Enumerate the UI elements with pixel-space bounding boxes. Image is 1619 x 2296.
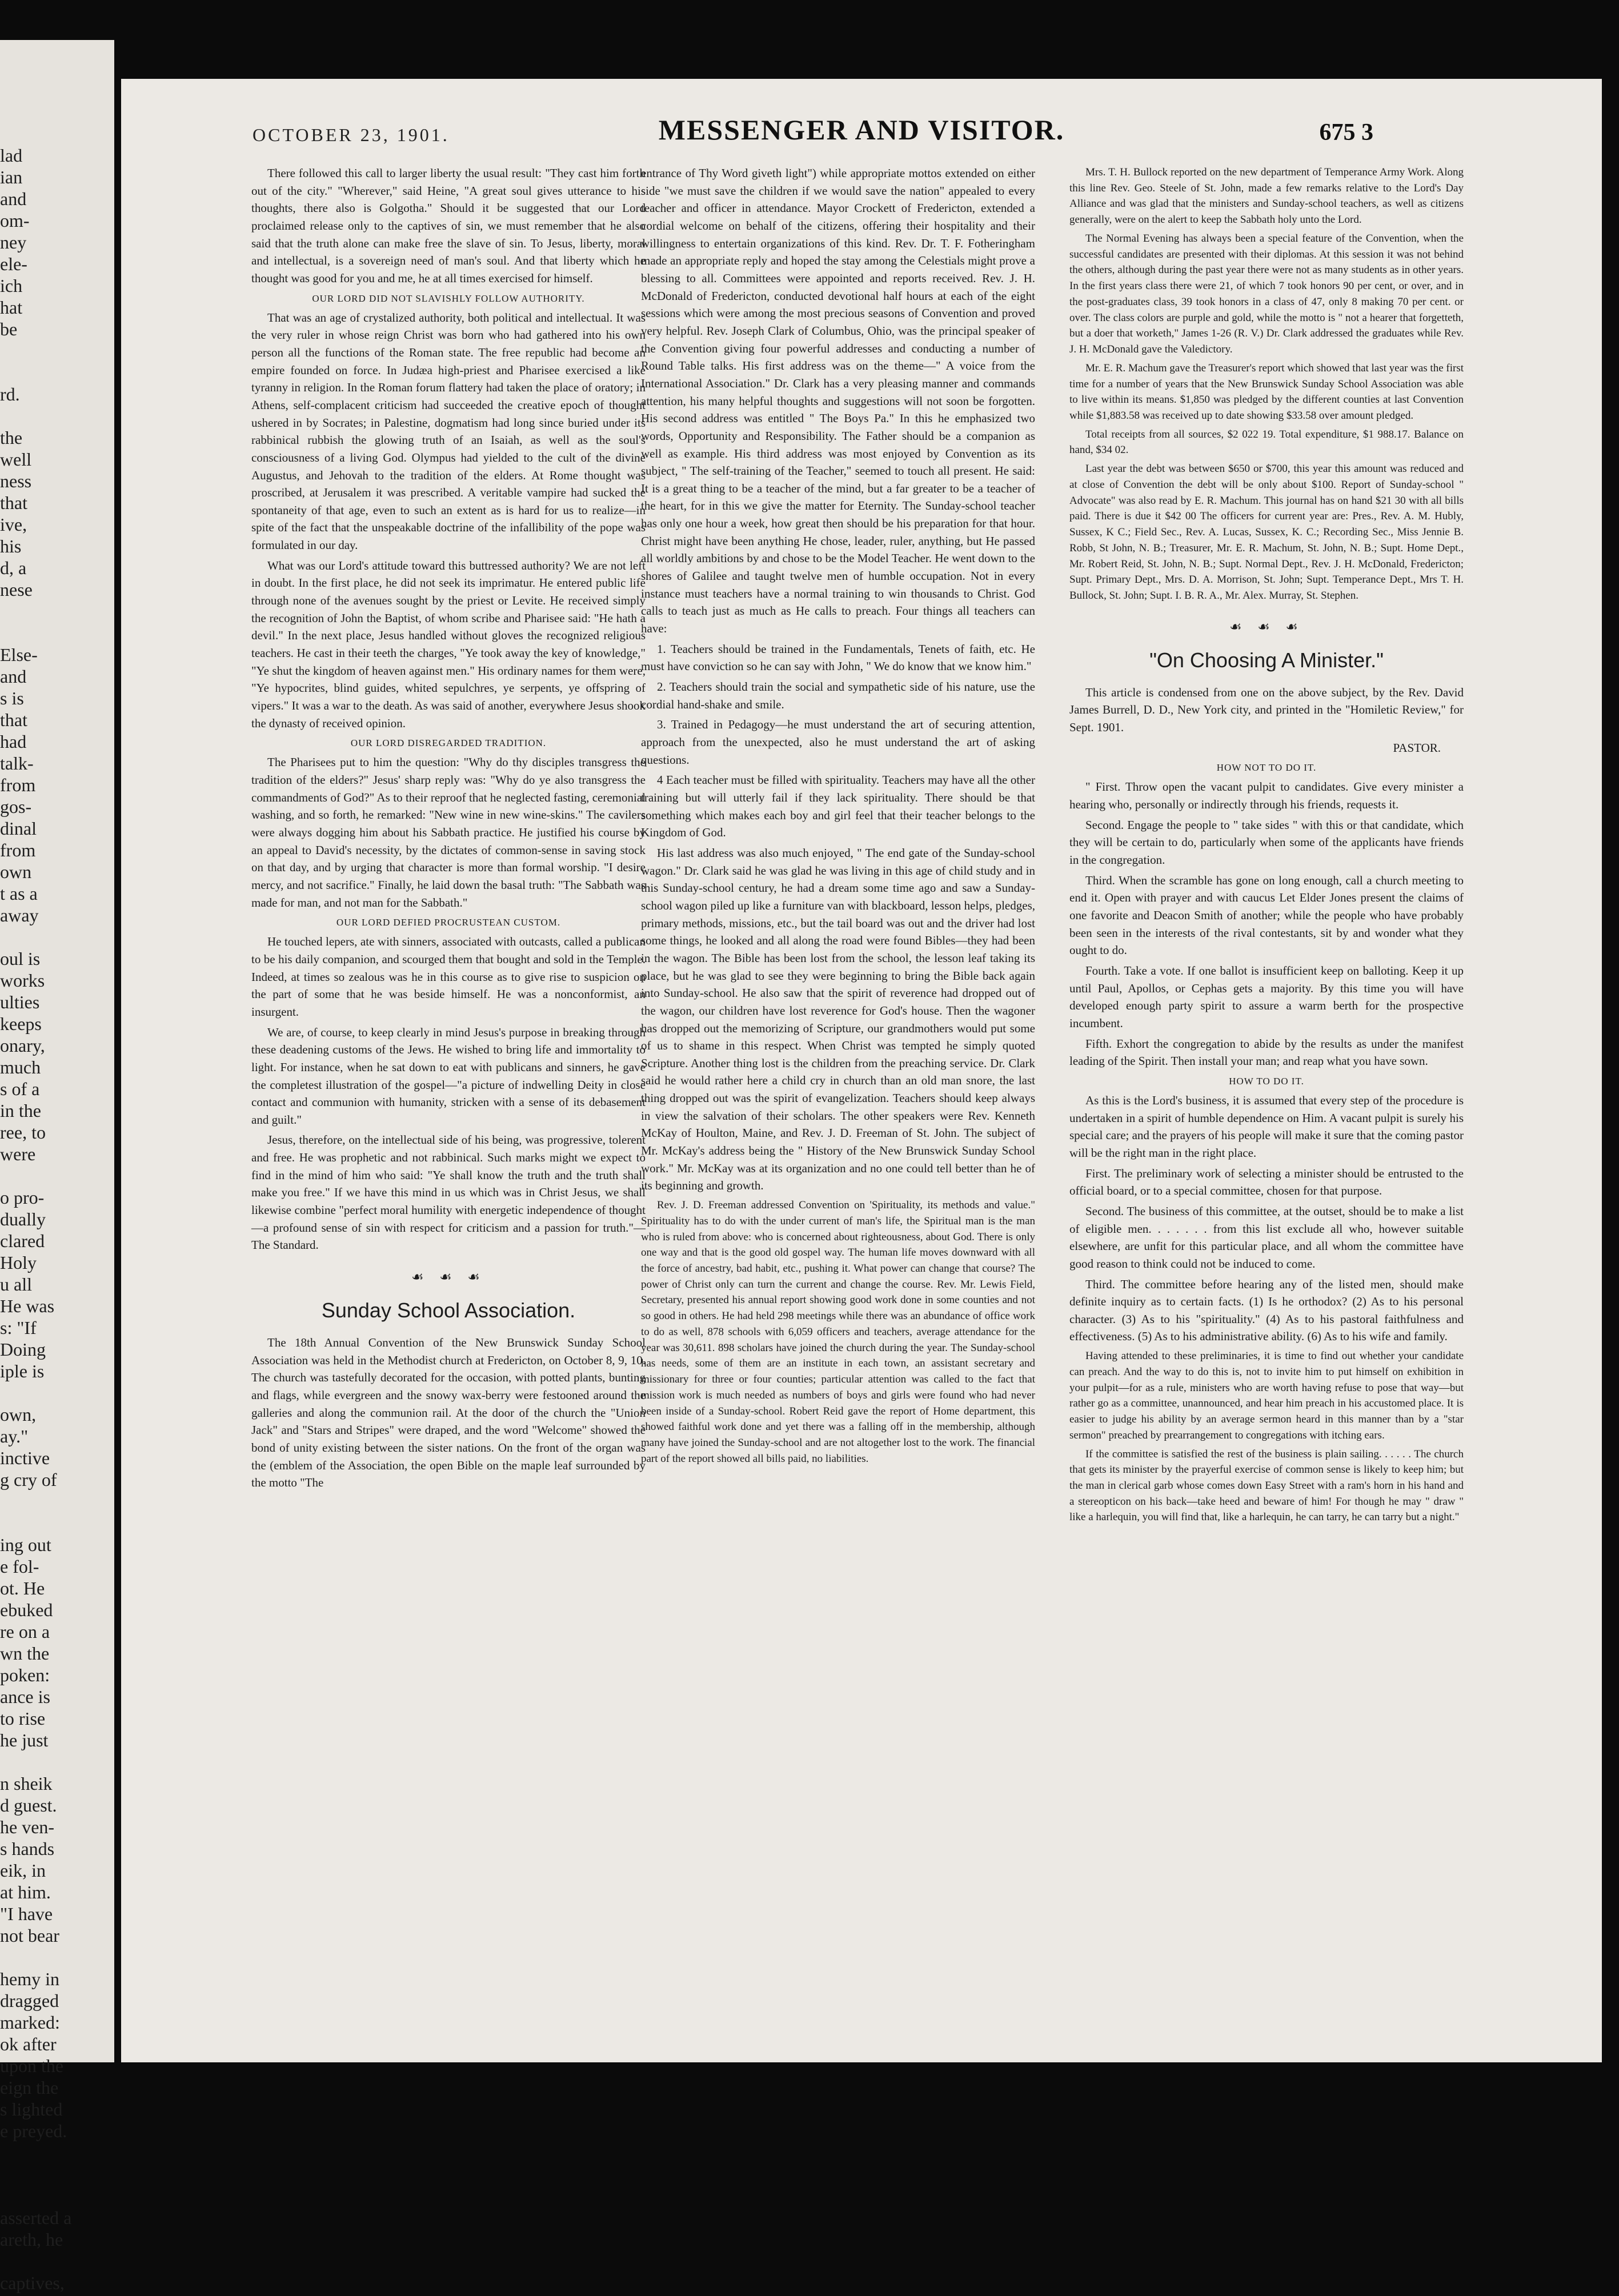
paragraph: Second. Engage the people to " take sides " with this or that candidate, which they will be certain to do, particularly when some of the applicants have friends in the congregation. bbox=[1069, 818, 1464, 867]
adjacent-page-text: the bbox=[0, 427, 23, 448]
adjacent-page-text: nese bbox=[0, 579, 33, 600]
adjacent-page-text: eik, in bbox=[0, 1860, 46, 1881]
adjacent-page-text: ive, bbox=[0, 514, 27, 535]
adjacent-page-text: "I have bbox=[0, 1904, 53, 1924]
paragraph: 4 Each teacher must be filled with spirituality. Teachers may have all the other training but will utterly fail if they lack spirituality. There should be that something which makes each boy and girl feel that their teacher belongs to the Kingdom of God. bbox=[641, 773, 1035, 840]
paragraph: Last year the debt was between $650 or $700, this year this amount was reduced and at close of Convention the debt will be only about $100. Report of Sunday-school " Advocate" was also read by E. R. Machum. This journal has on hand $21 30 with all bills paid. There is due it $42 00 The officers for current year are: Pres., Rev. A. M. Hubly, Sussex, K C.; Field Sec., Rev. A. Lucas, Sussex, K. C.; Recording Sec., Miss Jennie B. Robb, St John, N. B.; Treasurer, Mr. E. R. Machum, St. John, N. B.; Supt. Home Dept., Mr. Robert Reid, St. John, N. B.; Supt. Normal Dept., Rev. J. H. McDonald, Fredericton; Supt. Primary Dept., Mrs. D. A. Morrison, St. John; Supt. Temperance Dept., Mrs T. H. Bullock, St. John; Supt. I. B. R. A., Mr. Alex. Murray, St. Stephen. bbox=[1069, 463, 1464, 602]
adjacent-page-text: that bbox=[0, 710, 27, 730]
adjacent-page-text: ele- bbox=[0, 254, 27, 274]
adjacent-page-text: Holy bbox=[0, 1252, 37, 1273]
article-heading: "On Choosing A Minister." bbox=[1149, 648, 1384, 672]
adjacent-page-text: dragged bbox=[0, 1990, 59, 2011]
adjacent-page-text: om- bbox=[0, 210, 30, 231]
adjacent-page-text: own, bbox=[0, 1404, 37, 1425]
paragraph: Jesus, therefore, on the intellectual side of his being, was progressive, tolerent and free. He was prophetic and not rabbinical. Such marks might we expect to find in the mind of him who said: "Ye shall know the truth and the truth shall make you free." If we have this mind in us which was in Christ Jesus, we shall likewise combine "perfect moral humility with energetic independence of thought—a profound sense of sin with respect for criticism and a passion for truth."—The Standard. bbox=[251, 1133, 646, 1252]
paragraph: " First. Throw open the vacant pulpit to candidates. Give every minister a hearing who, personally or indirectly through his friends, requests it. bbox=[1069, 780, 1464, 812]
adjacent-page-text: captives, bbox=[0, 2273, 65, 2293]
adjacent-page-fragment bbox=[0, 40, 114, 2293]
paragraph: He touched lepers, ate with sinners, associated with outcasts, called a publican to be his daily companion, and scourged them that bought and sold in the Temple. Indeed, at times so zealous was he in this course as to give rise to suspicion on the part of some that he was beside himself. He was a nonconformist, an insurgent. bbox=[251, 935, 646, 1019]
page-number: 675 3 bbox=[1319, 119, 1373, 146]
column-3 bbox=[1069, 165, 1464, 2015]
adjacent-page-text: not bear bbox=[0, 1925, 59, 1946]
adjacent-page-text: marked: bbox=[0, 2012, 60, 2033]
adjacent-page-text: dually bbox=[0, 1209, 46, 1229]
paragraph: The Normal Evening has always been a special feature of the Convention, when the successful candidates are presented with their diplomas. At this session it was not behind the others, although during the past year there were not as many students as in other years. In the first years class there were 21, of which 7 took honors 90 per cent, or over, and in the post-graduates class, 39 took honors in a class of 47, only 8 making 70 per cent. or over. The class colors are purple and gold, while the motto is " not a hearer that forgetteth, but a doer that worketh," James 1-26 (R. V.) Dr. Clark addressed the graduates while Rev. J. H. McDonald gave the Valedictory. bbox=[1069, 232, 1464, 356]
adjacent-page-text: talk- bbox=[0, 753, 34, 774]
adjacent-page-text: from bbox=[0, 775, 36, 795]
section-heading: OUR LORD DEFIED PROCRUSTEAN CUSTOM. bbox=[336, 917, 561, 928]
paragraph: The Pharisees put to him the question: "Why do thy disciples transgress the tradition of the elders?" Jesus' sharp reply was: "Why do ye also transgress the commandments of God?" As to their reproof that he neglected fasting, ceremonial washing, and so forth, he remarked: "New wine in new wine-skins." The cavilers were always dogging him about his Sabbath practice. He justified his course by an appeal to David's necessity, by the dictates of common-sense in saving stock on that day, and by urging that character is more than formal worship. "I desire mercy, and not sacrifice." Finally, he laid down the basal truth: "The Sabbath was made for man, and not man for the Sabbath." bbox=[251, 755, 646, 909]
adjacent-page-text: much bbox=[0, 1057, 41, 1077]
ornament-divider: ☙ ☙ ☙ bbox=[1229, 618, 1304, 635]
paragraph: 3. Trained in Pedagogy—he must understand the art of securing attention, approach from the unexpected, also he must understand the art of asking questions. bbox=[641, 718, 1035, 767]
adjacent-page-text: n sheik bbox=[0, 1773, 53, 1794]
paragraph: 1. Teachers should be trained in the Fundamentals, Tenets of faith, etc. He must have conviction so he can say with John, " We do know that we know him." bbox=[641, 642, 1035, 674]
adjacent-page-text: oul is bbox=[0, 948, 41, 969]
column-2 bbox=[641, 165, 1035, 2015]
adjacent-page-text: ness bbox=[0, 471, 32, 491]
newspaper-page bbox=[121, 79, 1602, 2062]
adjacent-page-text: wn the bbox=[0, 1643, 50, 1664]
adjacent-page-text: and bbox=[0, 189, 27, 209]
adjacent-page-text: ian bbox=[0, 167, 23, 187]
paragraph: Third. When the scramble has gone on long enough, call a church meeting to end it. Open with prayer and with caucus Let Elder Jones present the claims of one favorite and Deacon Smith of another; while the people who have probably been seen in the interests of the rival contestants, sit by and wonder what they ought to do. bbox=[1069, 873, 1464, 957]
adjacent-page-text: well bbox=[0, 449, 32, 470]
adjacent-page-text: He was bbox=[0, 1296, 55, 1316]
adjacent-page-text: ebuked bbox=[0, 1600, 53, 1620]
signature: PASTOR. bbox=[1393, 740, 1441, 755]
adjacent-page-text: hemy in bbox=[0, 1969, 59, 1989]
paragraph: We are, of course, to keep clearly in mind Jesus's purpose in breaking through these deadening customs of the Jews. He wished to bring life and immortality to light. For instance, when he sat down to eat with publicans and sinners, he gave the completest illustration of the gospel—"a picture of indwelling Deity in close contact and communion with humanity, stricken with a sense of its debasement and guilt." bbox=[251, 1025, 646, 1127]
paragraph: entrance of Thy Word giveth light") while appropriate mottos extended on either side "we must save the children if we would save the nation" appealed to every teacher and officer in attendance. Mayor Crockett of Fredericton, extended a cordial welcome on behalf of the citizens, offering their hospitality and their willingness to entertain organizations of this kind. Rev. Dr. T. F. Fotheringham made an appropriate reply and hoped the stay among the Celestials might prove a blessing to all. Committees were appointed and reports received. Rev. J. H. McDonald of Fredericton, conducted devotional half hours at each of the eight sessions which were among the most precious seasons of Convention and proved very helpful. Rev. Joseph Clark of Columbus, Ohio, was the principal speaker of the Convention giving four powerful addresses and conducting a number of Round Table talks. His first address was on the theme—" A voice from the International Association." Dr. Clark has a very pleasing manner and commands attention, his many helpful thoughts and suggestions will not soon be forgotten. His second address was entitled " The Boys Pa." In this he emphasized two words, Opportunity and Responsibility. The Father should be a companion as well as example. His third address was most enjoyed by Convention as its subject, " The self-training of the Teacher," seemed to touch all present. He said: It is a great thing to be a teacher of the mind, but a far greater to be a teacher of the heart, for in this we give the matter for Eternity. The Sunday-school teacher has only one hour a week, how great then should be his preparation for that hour. Christ might have been anything He chose, leader, ruler, anything, but He passed all worldly ambitions by and chose to be the Model Teacher. He went down to the shores of Galilee and taught twelve men of humble occupation. Not in every instance must teachers have a normal training to win thousands to Christ. God calls to teach just as much as He calls to preach. Four things all teachers can have: bbox=[641, 166, 1035, 636]
paragraph: Mrs. T. H. Bullock reported on the new department of Temperance Army Work. Along this line Rev. Geo. Steele of St. John, made a few remarks relative to the Lord's Day Alliance and was glad that the ministers and Sunday-school teachers, as well as citizens generally, were on the alert to keep the Sabbath holy unto the Lord. bbox=[1069, 166, 1464, 226]
adjacent-page-text: works bbox=[0, 970, 45, 991]
column-1 bbox=[251, 165, 646, 2015]
paragraph: Fourth. Take a vote. If one ballot is insufficient keep on balloting. Keep it up until Paul, Apollos, or Cephas gets a majority. By this time you will have developed enough party spirit to assure a warm berth for the prospective incumbent. bbox=[1069, 964, 1464, 1030]
adjacent-page-text: s is bbox=[0, 688, 24, 708]
adjacent-page-text: ance is bbox=[0, 1686, 50, 1707]
paragraph: This article is condensed from one on the above subject, by the Rev. David James Burrell, D. D., New York city, and printed in the "Homiletic Review," for Sept. 1901. bbox=[1069, 685, 1464, 735]
adjacent-page-text: be bbox=[0, 319, 18, 339]
adjacent-page-text: e fol- bbox=[0, 1556, 39, 1577]
paragraph: Second. The business of this committee, at the outset, should be to make a list of eligible men. . . . . . . from this list exclude all who, however suitable elsewhere, are unfit for this particular place, and all whom the committee have good reason to think could not be induced to come. bbox=[1069, 1204, 1464, 1271]
adjacent-page-text: in the bbox=[0, 1100, 41, 1121]
adjacent-page-text: t as a bbox=[0, 883, 38, 904]
masthead-title: MESSENGER AND VISITOR. bbox=[658, 114, 1065, 146]
ornament-divider: ☙ ☙ ☙ bbox=[411, 1269, 486, 1285]
adjacent-page-text: ot. He bbox=[0, 1578, 45, 1598]
adjacent-page-text: that bbox=[0, 492, 27, 513]
article-heading: Sunday School Association. bbox=[321, 1299, 576, 1323]
adjacent-page-text: ay." bbox=[0, 1426, 29, 1446]
adjacent-page-text: clared bbox=[0, 1231, 45, 1251]
paragraph: That was an age of crystalized authority, both political and intellectual. It was the very ruler in whose reign Christ was born who had gathered into his own person all the functions of the Roman state. The free republic had become an empire founded on force. In Judæa high-priest and Pharisee exercised a like tyranny in religion. In the Roman forum flattery had taken the place of oratory; in Athens, self-complacent criticism had succeeded the creative epoch of thought ushered in by Socrates; in Palestine, dogmatism had long since buried under its rabbinical rubbish the glowing truth of an Isaiah, as well as the soul's consciousness of a living God. Olympus had yielded to the cult of the divine Augustus, and Jehovah to the tradition of the elders. At Rome thought was proscribed, at Jerusalem it was prescribed. A veritable vampire had sucked the spontaneity of that age, even to such an extent as is hard for us to realize—in spite of the fact that the unspeakable doctrine of the infallibility of the pope was formulated in our day. bbox=[251, 310, 646, 552]
paragraph: His last address was also much enjoyed, " The end gate of the Sunday-school wagon." Dr. Clark said he was glad he was living in this age of child study and in this Sunday-school century, he had a dream some time ago and saw a Sunday-school wagon piled up like a furniture van with blackboard, lesson helps, pledges, primary methods, missions, etc., but the tail board was out and the driver had lost some things, he looked and all along the road were found Bibles—they had been in the wagon. The Bible has been lost from the school, the lesson leaf taking its place, but he was glad to see they were beginning to bring the Bible back again into Sunday-school. He also saw that the spirit of reverence had dropped out of the wagon, our children have lost reverence for God's house. Then the wagoner has dropped out the memorizing of Scripture, our grandmothers would put some of us to shame in this respect. When Christ was tempted he simply quoted Scripture. Another thing lost is the children from the preaching service. Dr. Clark said he would rather here a child cry in church than an old man snore, the last thing dropped out was the spirit of evangelization. Teachers should keep always in view the salvation of their scholars. The other speakers were Rev. Kenneth McKay of Houlton, Maine, and Rev. J. D. Freeman of St. John. The subject of Mr. McKay's address being the " History of the New Brunswick Sunday School work." Mr. McKay was at its organization and no one could tell better than he of its beginning and growth. bbox=[641, 846, 1035, 1193]
adjacent-page-text: away bbox=[0, 905, 39, 925]
adjacent-page-text: re on a bbox=[0, 1621, 50, 1642]
adjacent-page-text: upon the bbox=[0, 2055, 64, 2076]
paragraph: Having attended to these preliminaries, it is time to find out whether your candidate can preach. And the way to do this is, not to invite him to put himself on exhibition in your pulpit—for as a rule, ministers who are worth having refuse to pose that way—but rather go as a committee, unannounced, and hear him preach in his accustomed place. It is easier to judge his ability by an average sermon heard in this manner than by a "star sermon" preached by prearrangement to congregations with itching ears. bbox=[1069, 1350, 1464, 1441]
adjacent-page-text: o pro- bbox=[0, 1187, 45, 1208]
adjacent-page-text: d, a bbox=[0, 558, 27, 578]
paragraph: Rev. J. D. Freeman addressed Convention on 'Spirituality, its methods and value." Spirituality has to do with the under current of man's life, the Spiritual man is the man who is ruled from above: who is concerned about righteousness, about God. There is only one way and that is the good old gospel way. The human life moves downward with all the force of ancestry, bad habit, etc., pushing it. What power can change that course? The power of Christ only can turn the current and change the course. Rev. Mr. Lewis Field, Secretary, presented his annual report showing good work done in some counties and not so good in others. He had held 298 meetings while there was an abundance of office work to do as well, 878 schools with 6,059 officers and teachers, average attendance for the year was 30,611. 898 scholars have joined the church during the year. The Sunday-school has needs, some of them are an institute in each town, an assistant secretary and missionary for three or four counties; particular attention was called to the fact that mission work is much needed as numbers of boys and girls were found who had never been inside of a Sunday-school. Robert Reid gave the report of Home department, this showed faithful work done and yet there was a falling off in the membership, although many have joined the Sunday-school and are not altogether lost to the work. The financial part of the report showed all bills paid, no liabilities. bbox=[641, 1199, 1035, 1465]
adjacent-page-text: hat bbox=[0, 297, 23, 318]
section-heading: OUR LORD DID NOT SLAVISHLY FOLLOW AUTHORITY. bbox=[312, 292, 585, 304]
paragraph: Total receipts from all sources, $2 022 19. Total expenditure, $1 988.17. Balance on hand, $34 02. bbox=[1069, 428, 1464, 456]
masthead-row bbox=[121, 113, 1602, 153]
paragraph: First. The preliminary work of selecting a minister should be entrusted to the official board, or to a special committee, chosen for that purpose. bbox=[1069, 1166, 1464, 1198]
adjacent-page-text: had bbox=[0, 731, 27, 752]
section-heading: HOW NOT TO DO IT. bbox=[1216, 762, 1317, 774]
adjacent-page-text: s: "If bbox=[0, 1317, 37, 1338]
adjacent-page-text: areth, he bbox=[0, 2229, 63, 2250]
adjacent-page-text: e preyed. bbox=[0, 2121, 67, 2141]
adjacent-page-text: and bbox=[0, 666, 27, 687]
adjacent-page-text: onary, bbox=[0, 1035, 45, 1056]
adjacent-page-text: ing out bbox=[0, 1534, 51, 1555]
adjacent-page-text: he ven- bbox=[0, 1817, 55, 1837]
adjacent-page-text: own bbox=[0, 861, 32, 882]
adjacent-page-text: s lighted bbox=[0, 2099, 63, 2119]
adjacent-page-text: poken: bbox=[0, 1665, 50, 1685]
adjacent-page-text: to rise bbox=[0, 1708, 46, 1729]
adjacent-page-text: were bbox=[0, 1144, 36, 1164]
paragraph: Third. The committee before hearing any of the listed men, should make definite inquiry as to certain facts. (1) Is he orthodox? (2) As to his personal character. (3) As to his "spirituality." (4) As to his pastoral faithfulness and effectiveness. (5) As to his administrative ability. (6) As to his wife and family. bbox=[1069, 1277, 1464, 1344]
adjacent-page-text: s hands bbox=[0, 1838, 55, 1859]
adjacent-page-text: g cry of bbox=[0, 1469, 57, 1490]
adjacent-page-text: his bbox=[0, 536, 22, 556]
paragraph: 2. Teachers should train the social and sympathetic side of his nature, use the cordial hand-shake and smile. bbox=[641, 680, 1035, 711]
adjacent-page-text: eign the bbox=[0, 2077, 59, 2098]
section-heading: HOW TO DO IT. bbox=[1229, 1075, 1304, 1087]
adjacent-page-text: u all bbox=[0, 1274, 32, 1295]
adjacent-page-text: at him. bbox=[0, 1882, 51, 1902]
paragraph: There followed this call to larger liberty the usual result: "They cast him forth out of the city." "Wherever," said Heine, "A great soul gives utterance to his thoughts, there also is Golgotha." Should it be suggested that our Lord proclaimed release only to the captives of sin, we must remember that he also said that the truth alone can make free the slave of sin. To Jesus, liberty, moral and intellectual, is a sovereign need of man's soul. And that liberty which he thought was good for you and me, he at all times exercised for himself. bbox=[251, 166, 646, 285]
adjacent-page-text: d guest. bbox=[0, 1795, 57, 1816]
adjacent-page-text: dinal bbox=[0, 818, 37, 839]
paragraph: The 18th Annual Convention of the New Brunswick Sunday School Association was held in the Methodist church at Fredericton, on October 8, 9, 10. The church was tastefully decorated for the occasion, with potted plants, bunting and flags, while evergreen and the snowy wax-berry were festooned around the galleries and along the communion rail. At the door of the church the "Union Jack" and "Stars and Stripes" were draped, and the word "Welcome" showed the bond of unity existing between the sister nations. On the front of the organ was the (emblem of the Association, the open Bible on the maple leaf surrounded by the motto "The bbox=[251, 1336, 646, 1490]
adjacent-page-text: rd. bbox=[0, 384, 20, 404]
issue-date: OCTOBER 23, 1901. bbox=[253, 125, 450, 145]
paragraph: As this is the Lord's business, it is assumed that every step of the procedure is undertaken in a spirit of humble dependence on Him. A vacant pulpit is surely his special care; and the prayers of his people will make it sure that the coming pastor will be the right man in the right place. bbox=[1069, 1093, 1464, 1160]
adjacent-page-text: ney bbox=[0, 232, 27, 253]
adjacent-page-text: ok after bbox=[0, 2034, 57, 2054]
adjacent-page-text: from bbox=[0, 840, 36, 860]
paragraph: If the committee is satisfied the rest of the business is plain sailing. . . . . . The church that gets its minister by the prayerful exercise of common sense is likely to keep him; but the man in clerical garb whose comes down Easy Street with a ram's horn in his hand and a stereopticon on his back—take heed and beware of him! For though he may " draw " like a harlequin, you will find that, like a harlequin, he can tarry, he can tarry but a night." bbox=[1069, 1448, 1464, 1524]
adjacent-page-text: ulties bbox=[0, 992, 40, 1012]
section-heading: OUR LORD DISREGARDED TRADITION. bbox=[350, 738, 547, 749]
adjacent-page-text: keeps bbox=[0, 1013, 42, 1034]
adjacent-page-text: ich bbox=[0, 275, 23, 296]
paragraph: What was our Lord's attitude toward this buttressed authority? We are not left in doubt. In the first place, he did not seek its imprimatur. He entered public life through none of the avenues sought by the priest or Levite. He received simply the recognition of John the Baptist, of whom scribe and Pharisee said: "He hath a devil." In the next place, Jesus handled without gloves the recognized religious teachers. He cast in their teeth the charges, "Ye took away the key of knowledge," "Ye shut the kingdom of heaven against men." His ordinary names for them were, "Ye hypocrites, blind guides, whited sepulchres, ye serpents, ye offspring of vipers." It was a war to the death. As was said of another, everywhere Jesus shook the dynasty of received opinion. bbox=[251, 558, 646, 730]
adjacent-page-text: Doing bbox=[0, 1339, 46, 1360]
adjacent-page-text: gos- bbox=[0, 796, 32, 817]
adjacent-page-text: inctive bbox=[0, 1448, 50, 1468]
adjacent-page-text: ree, to bbox=[0, 1122, 46, 1143]
adjacent-page-text: iple is bbox=[0, 1361, 45, 1381]
adjacent-page-text: s of a bbox=[0, 1079, 40, 1099]
paragraph: Mr. E. R. Machum gave the Treasurer's report which showed that last year was the first time for a number of years that the New Brunswick Sunday School Association was able to live within its means. $1,850 was pledged by the different counties at last Convention while $1,883.58 was received up to date showing $33.58 over amount pledged. bbox=[1069, 362, 1464, 422]
adjacent-page-text: he just bbox=[0, 1730, 49, 1750]
adjacent-page-text: lad bbox=[0, 145, 23, 166]
adjacent-page-text: asserted a bbox=[0, 2207, 72, 2228]
paragraph: Fifth. Exhort the congregation to abide by the results as under the manifest leading of the Spirit. Then install your man; and reap what you have sown. bbox=[1069, 1036, 1464, 1068]
adjacent-page-text: Else- bbox=[0, 644, 38, 665]
